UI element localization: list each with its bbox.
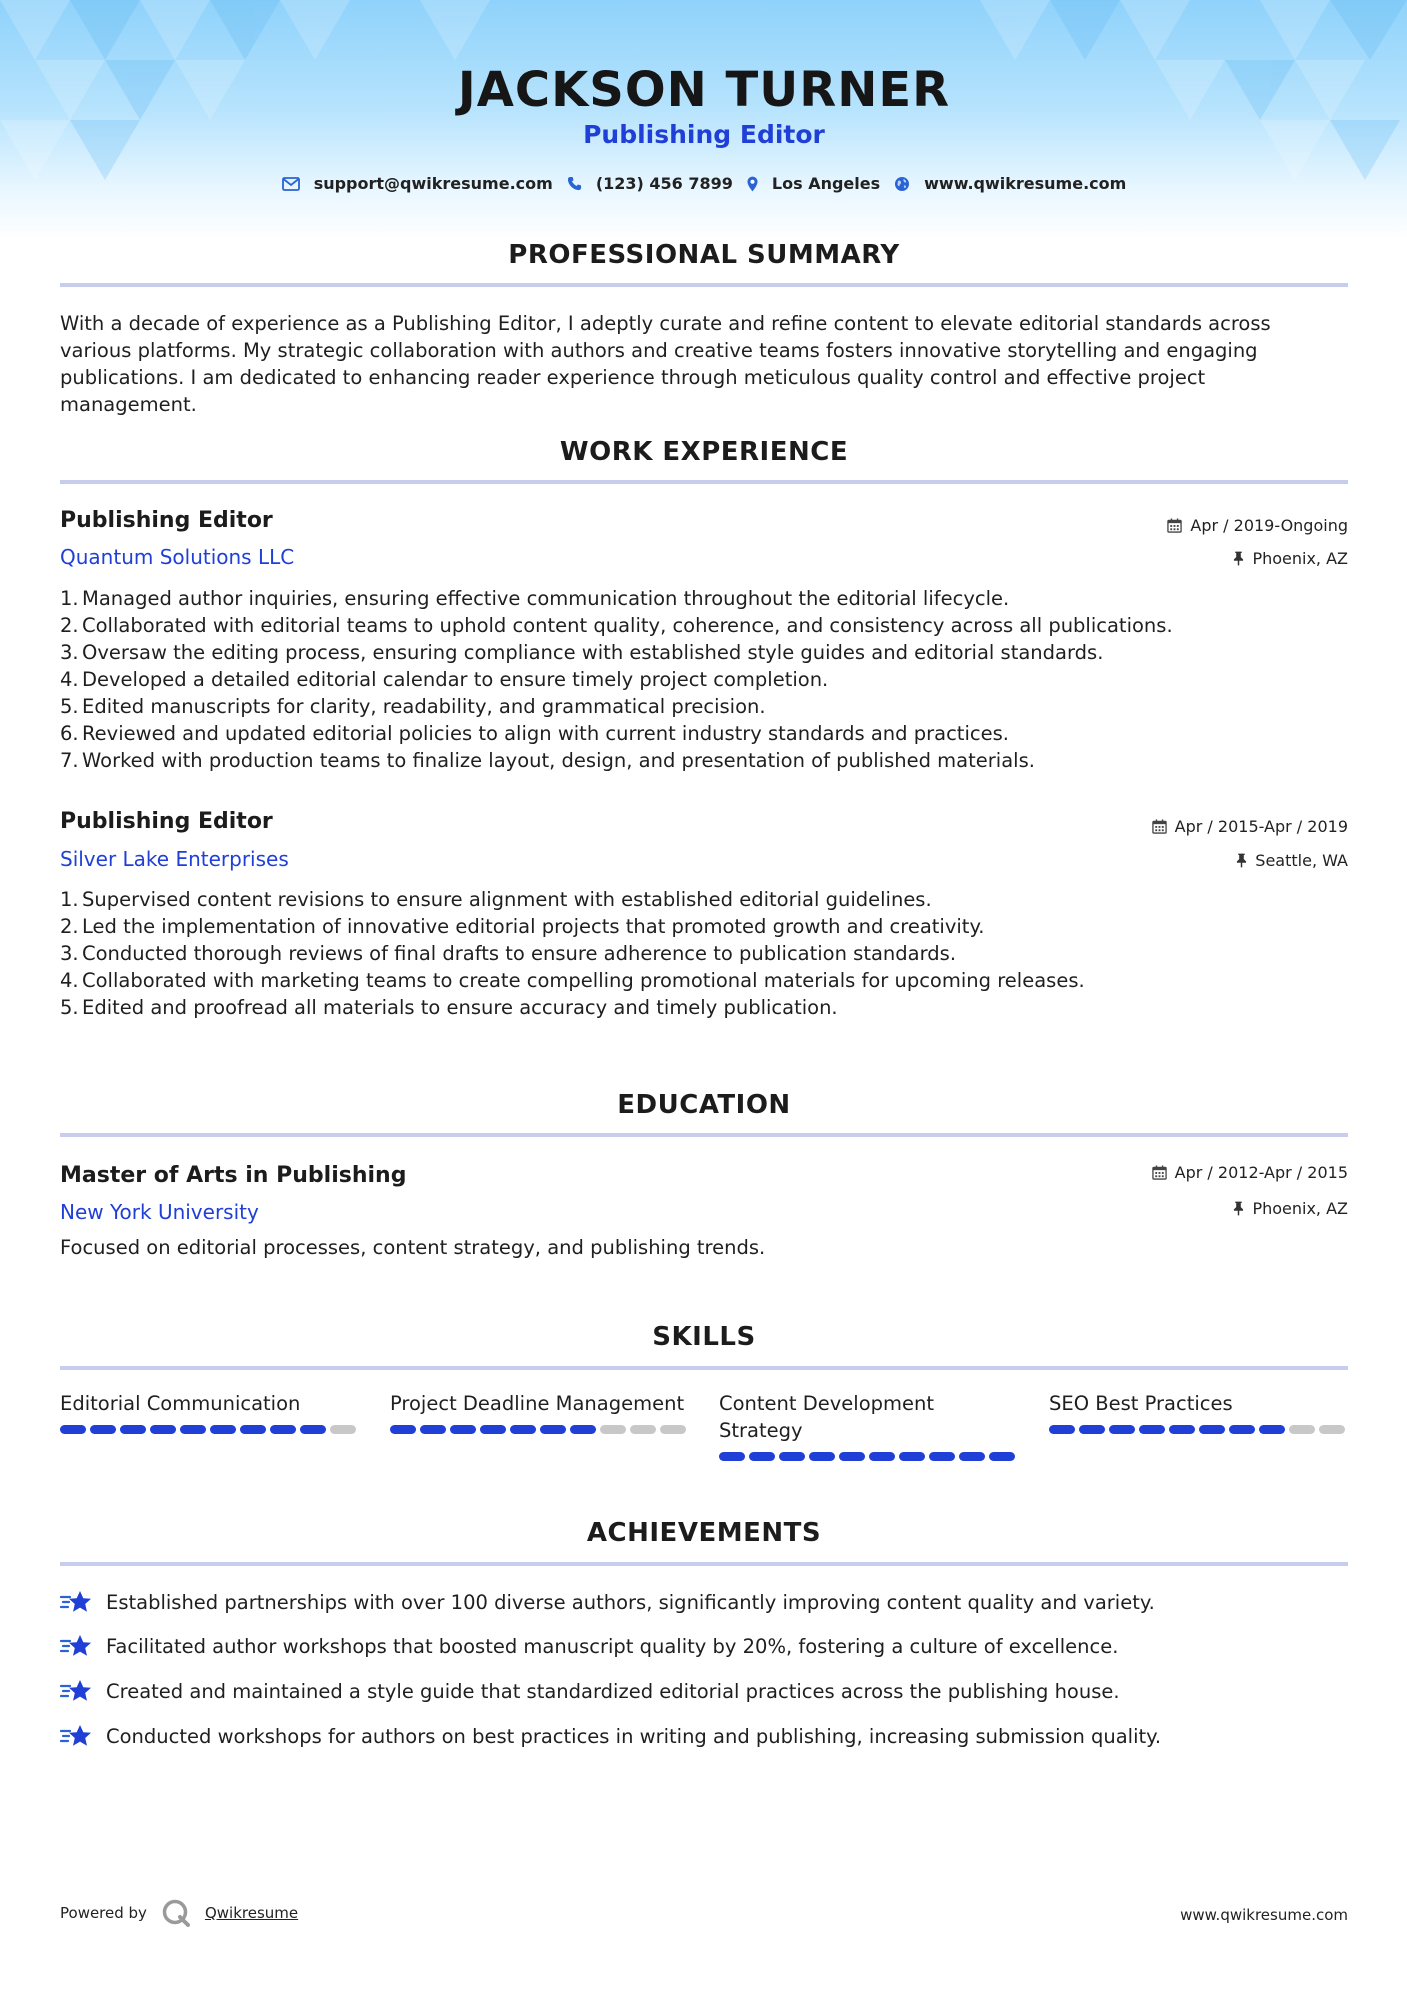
achievement-item <box>60 1632 1118 1660</box>
education-degree: Master of Arts in Publishing <box>60 1163 407 1188</box>
education-divider <box>60 1133 1348 1137</box>
list-item: 1. Supervised content revisions to ensure alignment with established editorial guidelines. <box>60 888 932 911</box>
skill-segment-filled <box>1199 1425 1225 1434</box>
skill-name-line: SEO Best Practices <box>1049 1392 1233 1415</box>
contact-bar <box>60 174 1348 193</box>
skill-segment-filled <box>749 1452 775 1461</box>
list-item: 5. Edited and proofread all materials to ensure accuracy and timely publication. <box>60 996 838 1019</box>
job-2-title: Publishing Editor <box>60 809 273 834</box>
skill-segment-filled <box>480 1425 506 1434</box>
education-section-title: EDUCATION <box>617 1090 791 1120</box>
pushpin-icon <box>1236 853 1247 868</box>
job-1-location <box>1233 549 1348 568</box>
job-2-date-text: Apr / 2015-Apr / 2019 <box>1174 817 1348 836</box>
star-icon <box>60 1677 92 1705</box>
website-text: www.qwikresume.com <box>924 174 1127 193</box>
summary-section-title: PROFESSIONAL SUMMARY <box>508 240 900 270</box>
skill-segment-filled <box>300 1425 326 1434</box>
skill-name-line: Content Development <box>719 1392 935 1415</box>
skill-segment-empty <box>660 1425 686 1434</box>
skill-segment-filled <box>989 1452 1015 1461</box>
skill-item <box>390 1390 690 1434</box>
skill-segment-filled <box>1169 1425 1195 1434</box>
achievement-text: Established partnerships with over 100 diverse authors, significantly improving content quality and variety. <box>106 1590 1155 1614</box>
qwikresume-logo-icon <box>161 1898 191 1928</box>
achievement-text: Facilitated author workshops that boosted manuscript quality by 20%, fostering a culture of excellence. <box>106 1634 1119 1658</box>
skill-segment-filled <box>60 1425 86 1434</box>
list-item: 4. Collaborated with marketing teams to create compelling promotional materials for upcoming releases. <box>60 969 1085 992</box>
phone-text: (123) 456 7899 <box>595 174 733 193</box>
skill-name <box>390 1390 690 1417</box>
skill-segment-filled <box>390 1425 416 1434</box>
skill-segment-filled <box>869 1452 895 1461</box>
skill-segment-filled <box>210 1425 236 1434</box>
skill-segment-empty <box>1289 1425 1315 1434</box>
skill-segment-filled <box>90 1425 116 1434</box>
achievements-divider <box>60 1562 1348 1566</box>
skill-segment-filled <box>929 1452 955 1461</box>
skill-segment-filled <box>420 1425 446 1434</box>
skill-name <box>1049 1390 1349 1417</box>
map-pin-icon <box>747 176 758 192</box>
education-location <box>1233 1199 1348 1218</box>
skill-name-line: Editorial Communication <box>60 1392 301 1415</box>
location-text: Los Angeles <box>771 174 881 193</box>
star-icon <box>60 1722 92 1750</box>
candidate-role: Publishing Editor <box>583 120 825 149</box>
star-icon <box>60 1632 92 1660</box>
list-item: 2. Collaborated with editorial teams to uphold content quality, coherence, and consistency across all publications. <box>60 614 1173 637</box>
skill-segment-filled <box>120 1425 146 1434</box>
skill-segment-filled <box>450 1425 476 1434</box>
skill-segment-filled <box>779 1452 805 1461</box>
calendar-icon <box>1152 819 1167 834</box>
skill-segment-empty <box>330 1425 356 1434</box>
envelope-icon <box>282 177 300 191</box>
skill-segment-empty <box>630 1425 656 1434</box>
calendar-icon <box>1152 1165 1167 1180</box>
skill-segment-filled <box>719 1452 745 1461</box>
skill-level-bar <box>390 1425 690 1434</box>
summary-divider <box>60 283 1348 287</box>
list-item: 4. Developed a detailed editorial calendar to ensure timely project completion. <box>60 668 829 691</box>
job-2-date <box>1152 817 1348 836</box>
skill-level-bar <box>60 1425 360 1434</box>
skill-item <box>60 1390 360 1434</box>
phone-icon <box>567 176 582 191</box>
skill-segment-filled <box>1229 1425 1255 1434</box>
pushpin-icon <box>1233 1201 1244 1216</box>
skill-segment-filled <box>899 1452 925 1461</box>
list-item: 5. Edited manuscripts for clarity, readability, and grammatical precision. <box>60 695 766 718</box>
calendar-icon <box>1167 518 1182 533</box>
skill-segment-filled <box>839 1452 865 1461</box>
contact-location <box>747 174 880 193</box>
skill-segment-filled <box>1139 1425 1165 1434</box>
achievement-item <box>60 1677 1120 1705</box>
skill-segment-filled <box>570 1425 596 1434</box>
skill-segment-filled <box>1259 1425 1285 1434</box>
skill-item <box>1049 1390 1349 1434</box>
education-date-text: Apr / 2012-Apr / 2015 <box>1174 1163 1348 1182</box>
email-text: support@qwikresume.com <box>313 174 553 193</box>
list-item: 1. Managed author inquiries, ensuring effective communication throughout the editorial lifecycle. <box>60 587 1010 610</box>
skill-segment-filled <box>1079 1425 1105 1434</box>
skill-segment-filled <box>1049 1425 1075 1434</box>
achievements-section-title: ACHIEVEMENTS <box>586 1518 822 1548</box>
candidate-name: JACKSON TURNER <box>457 62 951 118</box>
experience-section-title: WORK EXPERIENCE <box>559 437 849 467</box>
skill-name-line: Project Deadline Management <box>390 1392 685 1415</box>
education-date <box>1152 1163 1348 1182</box>
job-1-bullets <box>60 585 1348 774</box>
job-1-company: Quantum Solutions LLC <box>60 545 295 569</box>
education-location-text: Phoenix, AZ <box>1252 1199 1348 1218</box>
skill-name-line: Strategy <box>719 1419 803 1442</box>
job-2-company: Silver Lake Enterprises <box>60 847 289 871</box>
star-icon <box>60 1588 92 1616</box>
education-description: Focused on editorial processes, content strategy, and publishing trends. <box>60 1236 766 1259</box>
job-1-location-text: Phoenix, AZ <box>1252 549 1348 568</box>
list-item: 7. Worked with production teams to finalize layout, design, and presentation of published materials. <box>60 749 1035 772</box>
globe-icon <box>894 176 910 192</box>
job-2-bullets <box>60 886 1348 1021</box>
list-item: 3. Conducted thorough reviews of final drafts to ensure adherence to publication standards. <box>60 942 957 965</box>
list-item: 2. Led the implementation of innovative editorial projects that promoted growth and creativity. <box>60 915 985 938</box>
skill-name <box>719 1390 1019 1444</box>
contact-website[interactable] <box>894 174 1126 193</box>
skill-segment-filled <box>240 1425 266 1434</box>
list-item: 3. Oversaw the editing process, ensuring compliance with established style guides and editorial standards. <box>60 641 1104 664</box>
footer-powered-by <box>60 1898 298 1928</box>
list-item: 6. Reviewed and updated editorial policies to align with current industry standards and practices. <box>60 722 1009 745</box>
job-1-title: Publishing Editor <box>60 508 273 533</box>
skills-section-title: SKILLS <box>652 1322 756 1352</box>
contact-phone[interactable] <box>567 174 733 193</box>
job-1-date-text: Apr / 2019-Ongoing <box>1190 516 1348 535</box>
skill-segment-filled <box>959 1452 985 1461</box>
skill-level-bar <box>1049 1425 1349 1434</box>
skill-segment-filled <box>180 1425 206 1434</box>
skill-name <box>60 1390 360 1417</box>
job-1-date <box>1167 516 1348 535</box>
job-2-location <box>1236 851 1348 870</box>
skills-divider <box>60 1366 1348 1370</box>
skill-segment-empty <box>600 1425 626 1434</box>
skill-segment-filled <box>510 1425 536 1434</box>
skill-item <box>719 1390 1019 1461</box>
achievement-text: Created and maintained a style guide that standardized editorial practices across the publishing house. <box>106 1679 1120 1703</box>
skill-segment-filled <box>150 1425 176 1434</box>
job-2-location-text: Seattle, WA <box>1255 851 1348 870</box>
pushpin-icon <box>1233 551 1244 566</box>
powered-by-text: Powered by <box>60 1904 147 1922</box>
skill-segment-filled <box>270 1425 296 1434</box>
skill-level-bar <box>719 1452 1019 1461</box>
contact-email[interactable] <box>282 174 553 193</box>
skill-segment-filled <box>540 1425 566 1434</box>
skill-segment-filled <box>809 1452 835 1461</box>
achievement-item <box>60 1722 1161 1750</box>
skill-segment-filled <box>1109 1425 1135 1434</box>
education-school: New York University <box>60 1200 259 1224</box>
skill-segment-empty <box>1319 1425 1345 1434</box>
summary-text: With a decade of experience as a Publishing Editor, I adeptly curate and refine content to elevate editorial standards across various platforms. My strategic collaboration with authors and creative teams fosters innovative storytelling and engaging publications. I am dedicated to enhancing reader experience through meticulous quality control and effective project management. <box>60 312 1271 416</box>
qwikresume-link[interactable]: Qwikresume <box>204 1904 299 1922</box>
achievement-item <box>60 1588 1155 1616</box>
experience-divider <box>60 480 1348 484</box>
footer-website[interactable]: www.qwikresume.com <box>1180 1906 1348 1924</box>
achievement-text: Conducted workshops for authors on best practices in writing and publishing, increasing submission quality. <box>106 1724 1162 1748</box>
